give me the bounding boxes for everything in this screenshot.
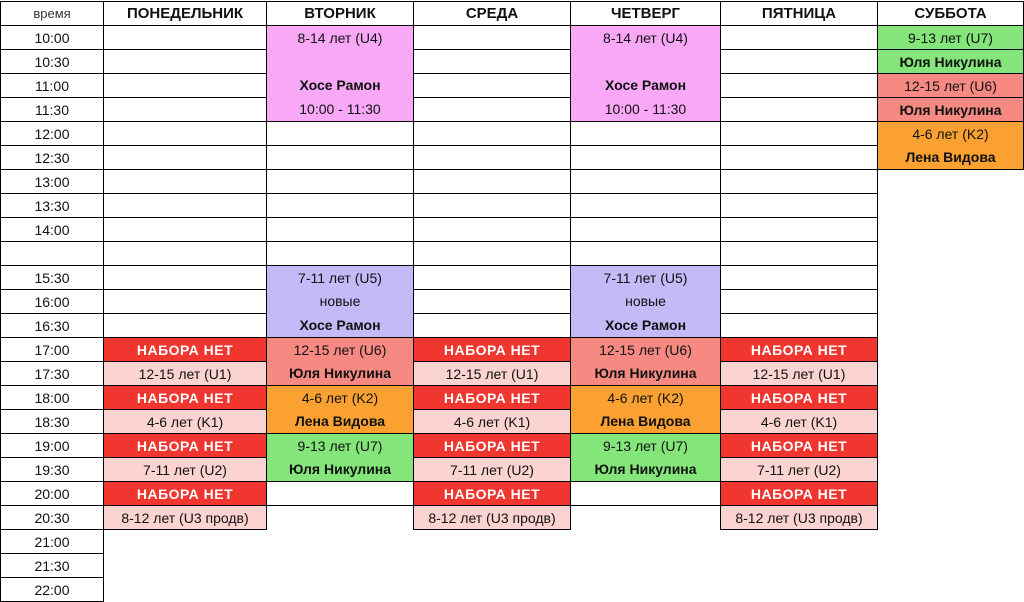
empty-slot xyxy=(413,265,571,290)
block-title: Юля Никулина xyxy=(288,365,392,382)
block-text xyxy=(267,50,413,74)
empty-slot xyxy=(103,169,267,194)
class-block xyxy=(877,73,1024,122)
class-block xyxy=(103,505,267,530)
time-slot xyxy=(0,241,104,266)
time-slot: 13:30 xyxy=(0,193,104,218)
time-slot: 13:00 xyxy=(0,169,104,194)
block-text: 12-15 лет (U6) xyxy=(599,341,692,358)
empty-slot xyxy=(413,145,571,170)
block-title: НАБОРА НЕТ xyxy=(136,389,234,406)
block-title: НАБОРА НЕТ xyxy=(443,437,541,454)
empty-slot xyxy=(103,241,267,266)
empty-slot xyxy=(413,49,571,74)
block-text: 12-15 лет (U1) xyxy=(138,365,232,382)
empty-slot xyxy=(720,25,878,50)
time-slot: 14:00 xyxy=(0,217,104,242)
time-slot: 11:30 xyxy=(0,97,104,122)
day-header-monday: ПОНЕДЕЛЬНИК xyxy=(103,1,267,26)
class-block xyxy=(877,25,1024,74)
empty-slot xyxy=(103,313,267,338)
time-slot: 20:30 xyxy=(0,505,104,530)
block-text: 9-13 лет (U7) xyxy=(908,29,993,46)
day-header-thursday: ЧЕТВЕРГ xyxy=(570,1,721,26)
time-slot: 10:30 xyxy=(0,49,104,74)
class-block xyxy=(570,433,721,482)
empty-slot xyxy=(720,145,878,170)
empty-slot xyxy=(413,313,571,338)
time-slot: 21:00 xyxy=(0,529,104,554)
class-block xyxy=(266,433,414,482)
time-slot: 20:00 xyxy=(0,481,104,506)
class-block xyxy=(720,337,878,362)
block-text: 4-6 лет (K2) xyxy=(607,389,684,406)
block-title: НАБОРА НЕТ xyxy=(136,485,234,502)
empty-slot xyxy=(413,121,571,146)
empty-slot xyxy=(413,241,571,266)
empty-slot xyxy=(413,193,571,218)
time-slot: 12:30 xyxy=(0,145,104,170)
block-title: Юля Никулина xyxy=(288,461,392,478)
block-title: Хосе Рамон xyxy=(299,77,381,94)
block-text: 8-14 лет (U4) xyxy=(603,29,688,46)
block-title: Юля Никулина xyxy=(878,49,1023,73)
time-slot: 22:00 xyxy=(0,577,104,602)
empty-slot xyxy=(413,73,571,98)
empty-slot xyxy=(266,121,414,146)
class-block xyxy=(413,361,571,386)
empty-slot xyxy=(720,169,878,194)
block-title: НАБОРА НЕТ xyxy=(750,437,848,454)
class-block xyxy=(413,337,571,362)
block-title: Лена Видова xyxy=(294,413,386,430)
block-text: 9-13 лет (U7) xyxy=(603,437,688,454)
empty-slot xyxy=(103,49,267,74)
class-block xyxy=(720,385,878,410)
day-header-tuesday: ВТОРНИК xyxy=(266,1,414,26)
block-title: НАБОРА НЕТ xyxy=(443,341,541,358)
block-title: Юля Никулина xyxy=(594,365,697,382)
empty-slot xyxy=(720,73,878,98)
empty-slot xyxy=(570,217,721,242)
block-text: 8-12 лет (U3 продв) xyxy=(735,509,863,526)
day-header-saturday: СУББОТА xyxy=(877,1,1024,26)
block-text xyxy=(571,50,720,74)
block-title: НАБОРА НЕТ xyxy=(443,389,541,406)
block-title: НАБОРА НЕТ xyxy=(750,389,848,406)
class-block xyxy=(720,457,878,482)
class-block xyxy=(103,385,267,410)
block-text: 12-15 лет (U6) xyxy=(904,77,997,94)
empty-slot xyxy=(720,121,878,146)
time-slot: 12:00 xyxy=(0,121,104,146)
empty-slot xyxy=(413,289,571,314)
empty-slot xyxy=(720,97,878,122)
block-title: Лена Видова xyxy=(905,149,996,166)
empty-slot xyxy=(103,193,267,218)
time-slot: 10:00 xyxy=(0,25,104,50)
empty-slot xyxy=(570,481,721,506)
block-text: 8-12 лет (U3 продв) xyxy=(428,509,556,526)
empty-slot xyxy=(720,49,878,74)
class-block xyxy=(103,433,267,458)
class-block xyxy=(103,409,267,434)
class-block xyxy=(720,505,878,530)
empty-slot xyxy=(103,265,267,290)
empty-slot xyxy=(720,265,878,290)
class-block xyxy=(413,457,571,482)
empty-slot xyxy=(103,25,267,50)
empty-slot xyxy=(413,97,571,122)
block-text: 4-6 лет (K2) xyxy=(301,389,379,406)
empty-slot xyxy=(570,193,721,218)
class-block xyxy=(413,505,571,530)
time-slot: 19:00 xyxy=(0,433,104,458)
block-title: Хосе Рамон xyxy=(604,77,687,94)
class-block xyxy=(720,433,878,458)
class-block xyxy=(266,265,414,338)
empty-slot xyxy=(266,241,414,266)
class-block xyxy=(103,337,267,362)
block-title: Юля Никулина xyxy=(878,97,1023,121)
class-block xyxy=(413,433,571,458)
time-slot: 16:00 xyxy=(0,289,104,314)
empty-slot xyxy=(720,217,878,242)
day-header-wednesday: СРЕДА xyxy=(413,1,571,26)
class-block xyxy=(413,481,571,506)
empty-slot xyxy=(570,145,721,170)
empty-slot xyxy=(413,25,571,50)
empty-slot xyxy=(266,193,414,218)
time-slot: 18:30 xyxy=(0,409,104,434)
block-text: 12-15 лет (U6) xyxy=(293,341,387,358)
block-text: 9-13 лет (U7) xyxy=(297,437,383,454)
empty-slot xyxy=(266,145,414,170)
class-block xyxy=(413,385,571,410)
block-title: Хосе Рамон xyxy=(299,317,381,334)
class-block xyxy=(103,481,267,506)
empty-slot xyxy=(103,145,267,170)
block-text: 12-15 лет (U1) xyxy=(752,365,846,382)
class-block xyxy=(720,409,878,434)
empty-slot xyxy=(266,217,414,242)
empty-slot xyxy=(103,217,267,242)
block-text: 8-14 лет (U4) xyxy=(297,29,383,46)
empty-slot xyxy=(413,169,571,194)
block-text: новые xyxy=(319,293,361,310)
block-title: Лена Видова xyxy=(600,413,691,430)
time-slot: 17:00 xyxy=(0,337,104,362)
time-slot: 16:30 xyxy=(0,313,104,338)
block-text: 10:00 - 11:30 xyxy=(604,101,687,118)
block-title: НАБОРА НЕТ xyxy=(136,341,234,358)
block-text: 4-6 лет (K1) xyxy=(760,413,838,430)
class-block xyxy=(266,385,414,434)
class-block xyxy=(266,25,414,122)
block-title: НАБОРА НЕТ xyxy=(136,437,234,454)
block-text: 12-15 лет (U1) xyxy=(445,365,539,382)
block-text: 7-11 лет (U2) xyxy=(757,461,841,478)
empty-slot xyxy=(570,169,721,194)
block-text: новые xyxy=(625,293,666,310)
empty-slot xyxy=(720,313,878,338)
empty-slot xyxy=(413,217,571,242)
block-text: 4-6 лет (K2) xyxy=(912,125,989,142)
block-title: НАБОРА НЕТ xyxy=(750,341,848,358)
time-slot: 11:00 xyxy=(0,73,104,98)
class-block xyxy=(413,409,571,434)
block-text: 4-6 лет (K1) xyxy=(453,413,531,430)
class-block xyxy=(877,121,1024,170)
empty-slot xyxy=(103,289,267,314)
block-text: 8-12 лет (U3 продв) xyxy=(121,509,249,526)
class-block xyxy=(266,337,414,386)
time-slot: 19:30 xyxy=(0,457,104,482)
block-text: 7-11 лет (U5) xyxy=(603,269,688,286)
empty-slot xyxy=(570,121,721,146)
block-title: Хосе Рамон xyxy=(604,317,687,334)
block-text: 7-11 лет (U5) xyxy=(298,269,382,286)
empty-slot xyxy=(720,289,878,314)
empty-slot xyxy=(103,73,267,98)
class-block xyxy=(720,481,878,506)
empty-slot xyxy=(103,97,267,122)
empty-slot xyxy=(720,241,878,266)
empty-slot xyxy=(570,241,721,266)
time-slot: 18:00 xyxy=(0,385,104,410)
block-text: 10:00 - 11:30 xyxy=(299,101,381,118)
empty-slot xyxy=(266,481,414,506)
block-text: 4-6 лет (K1) xyxy=(146,413,224,430)
class-block xyxy=(570,25,721,122)
class-block xyxy=(720,361,878,386)
class-block xyxy=(570,265,721,338)
class-block xyxy=(570,337,721,386)
empty-slot xyxy=(103,121,267,146)
day-header-friday: ПЯТНИЦА xyxy=(720,1,878,26)
time-slot: 15:30 xyxy=(0,265,104,290)
empty-slot xyxy=(720,193,878,218)
time-slot: 17:30 xyxy=(0,361,104,386)
time-column-header: время xyxy=(0,1,104,26)
block-text: 7-11 лет (U2) xyxy=(143,461,227,478)
block-text: 7-11 лет (U2) xyxy=(450,461,534,478)
class-block xyxy=(103,361,267,386)
empty-slot xyxy=(266,169,414,194)
class-block xyxy=(103,457,267,482)
block-title: НАБОРА НЕТ xyxy=(443,485,541,502)
block-title: НАБОРА НЕТ xyxy=(750,485,848,502)
class-block xyxy=(570,385,721,434)
time-slot: 21:30 xyxy=(0,553,104,578)
block-title: Юля Никулина xyxy=(594,461,697,478)
